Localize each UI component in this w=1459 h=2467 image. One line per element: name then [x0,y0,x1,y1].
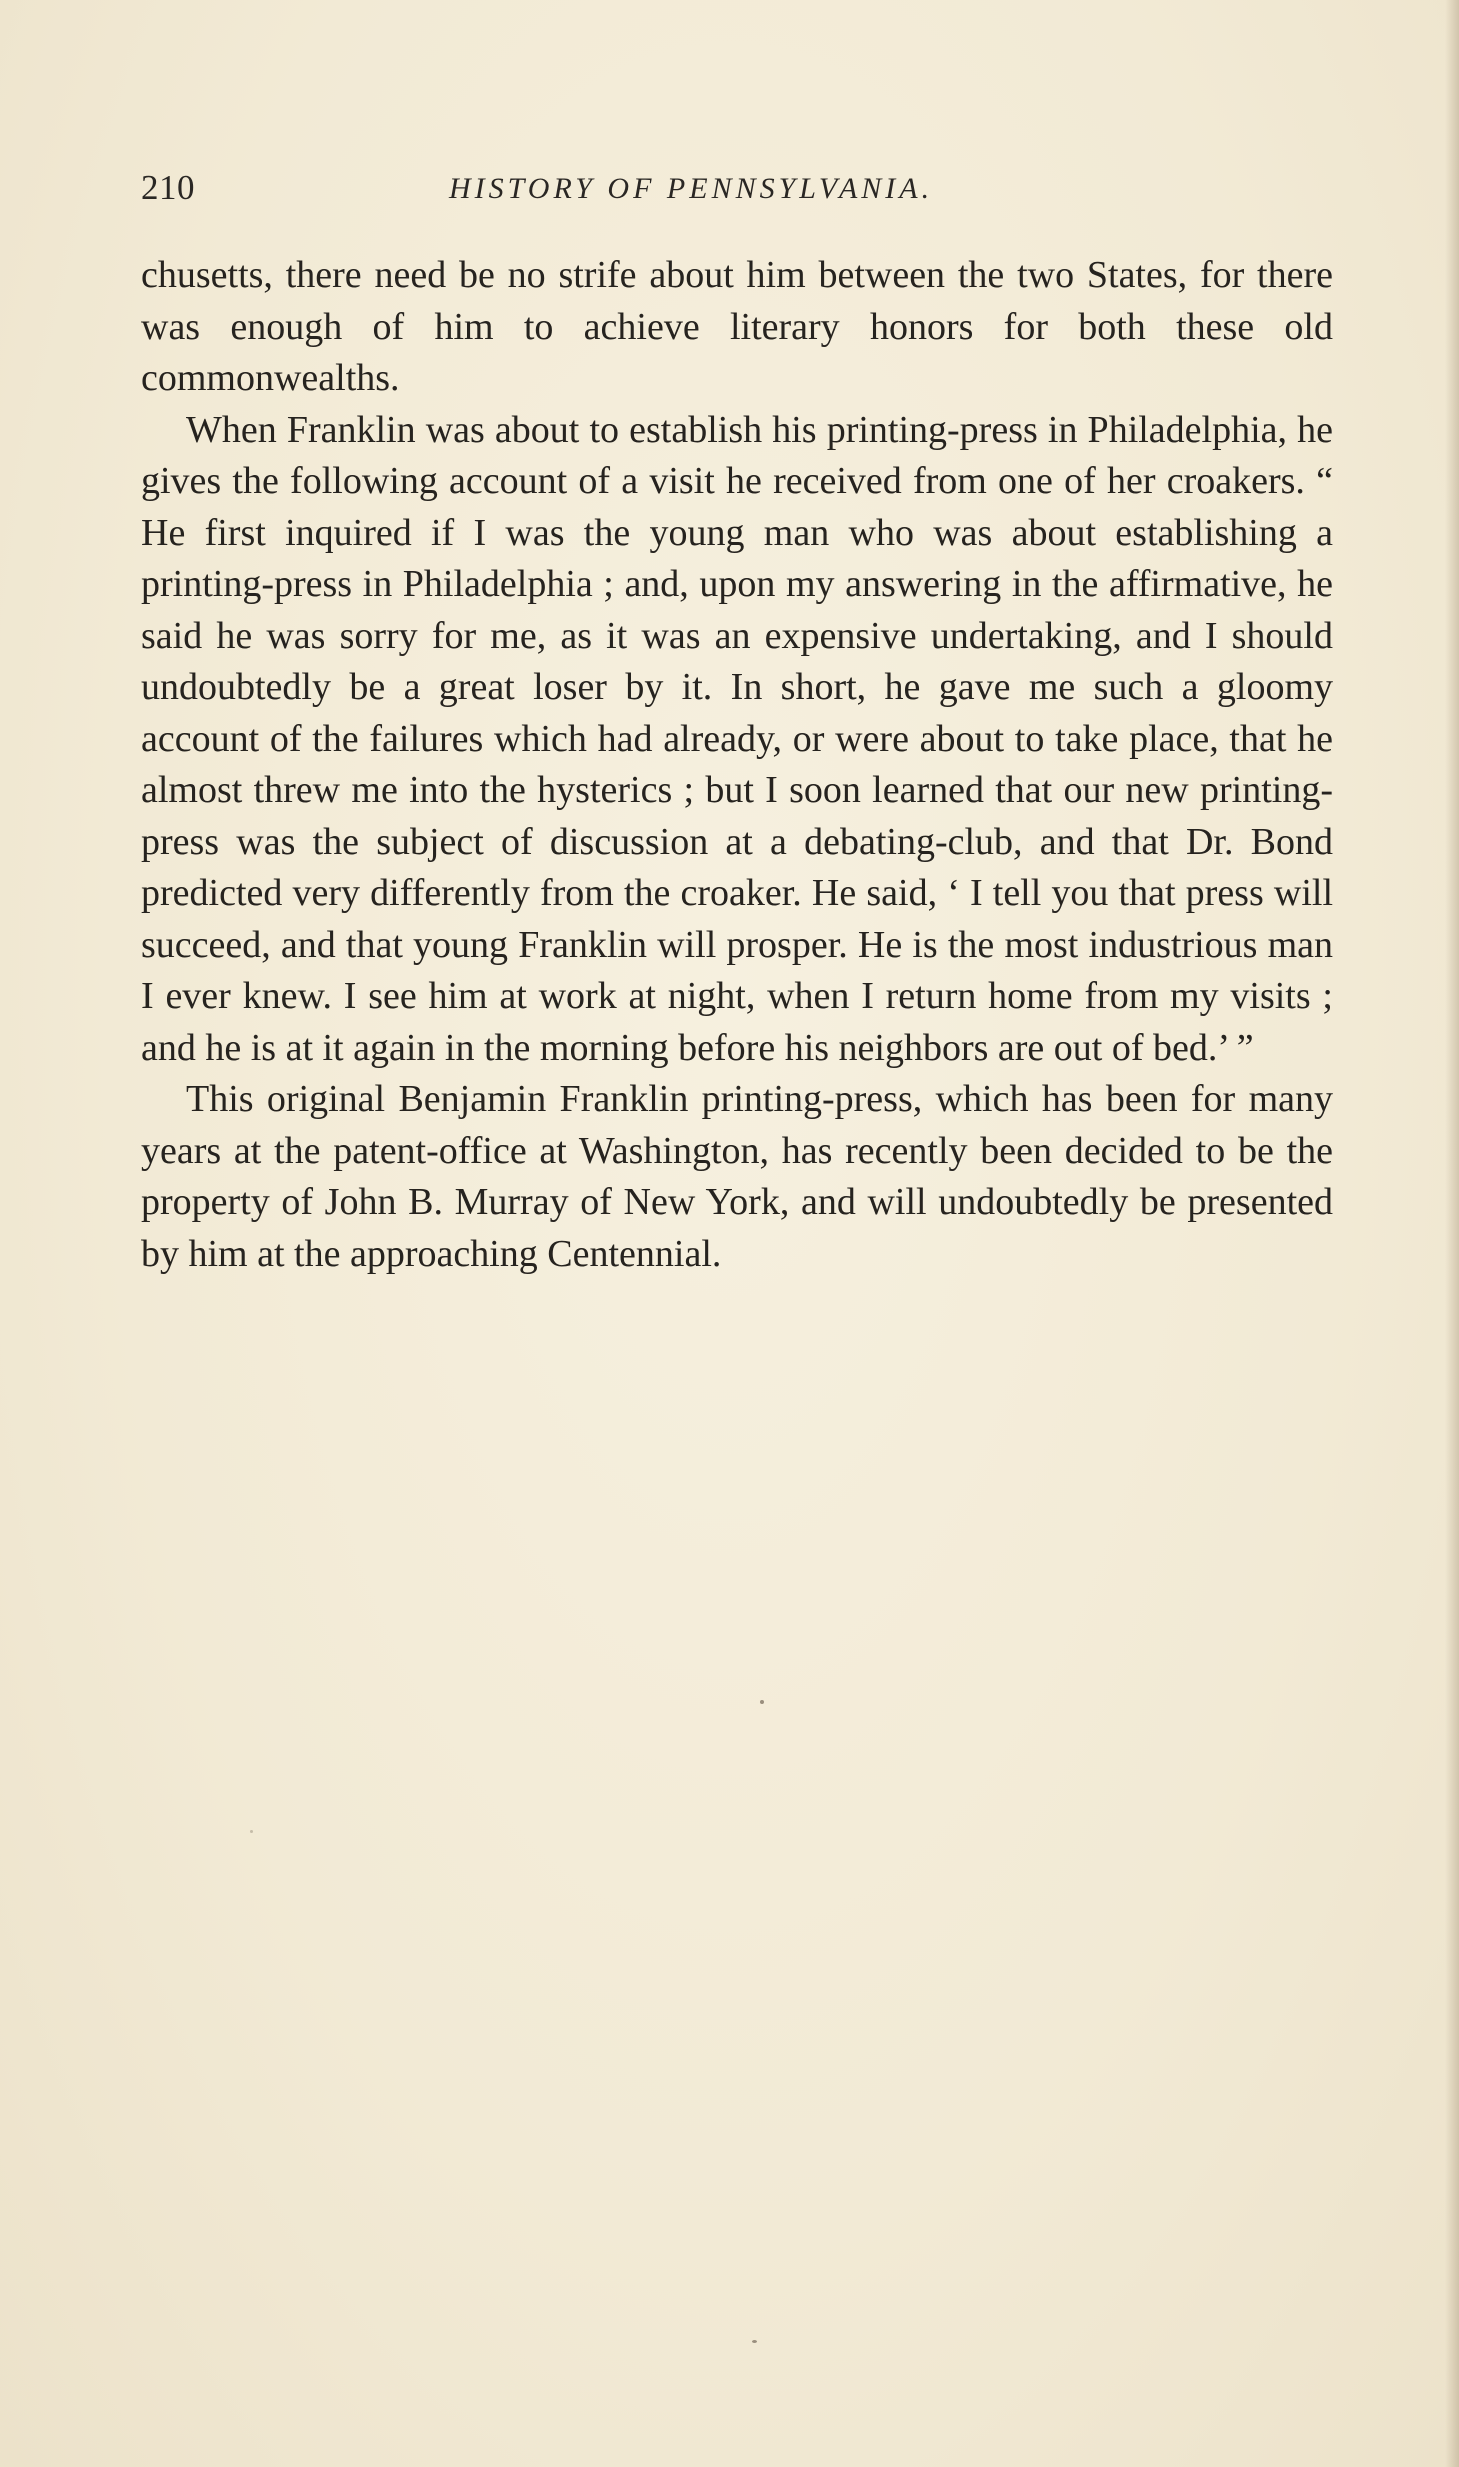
body-text [141,250,1333,1280]
paragraph-1: chusetts, there need be no strife about him between the two States, for there was enough of him to achieve literary honors for both these old commonwealths. [141,254,1333,399]
paper-speck [250,1830,253,1833]
page-header [141,168,1291,218]
running-head: HISTORY OF PENNSYLVANIA. [449,172,934,205]
paragraph-2: When Franklin was about to establish his printing-press in Philadelphia, he gives the following account of a visit he received from one of her croakers. “ He first inquired if I was the young man who was about establishing a printing-press in Philadelphia ; and, upon my answering in the affirmative, he said he was sorry for me, as it was an expensive undertaking, and I should undoubtedly be a great loser by it. In short, he gave me such a gloomy account of the failures which had already, or were about to take place, that he almost threw me into the hysterics ; but I soon learned that our new printing-press was the subject of discussion at a debating-club, and that Dr. Bond predicted very differently from the croaker. He said, ‘ I tell you that press will succeed, and that young Franklin will prosper. He is the most industrious man I ever knew. I see him at work at night, when I return home from my visits ; and he is at it again in the morning before his neighbors are out of bed.’ ” [141,408,1333,1069]
paper-speck [760,1700,764,1704]
page-edge-shadow [1445,0,1459,2467]
paragraph-3: This original Benjamin Franklin printing-press, which has been for many years at the patent-office at Washington, has recently been decided to be the property of John B. Murray of New York, and will undoubtedly be presented by him at the approaching Centennial. [141,1078,1333,1275]
page-number: 210 [141,168,195,207]
paper-speck [752,2340,757,2343]
